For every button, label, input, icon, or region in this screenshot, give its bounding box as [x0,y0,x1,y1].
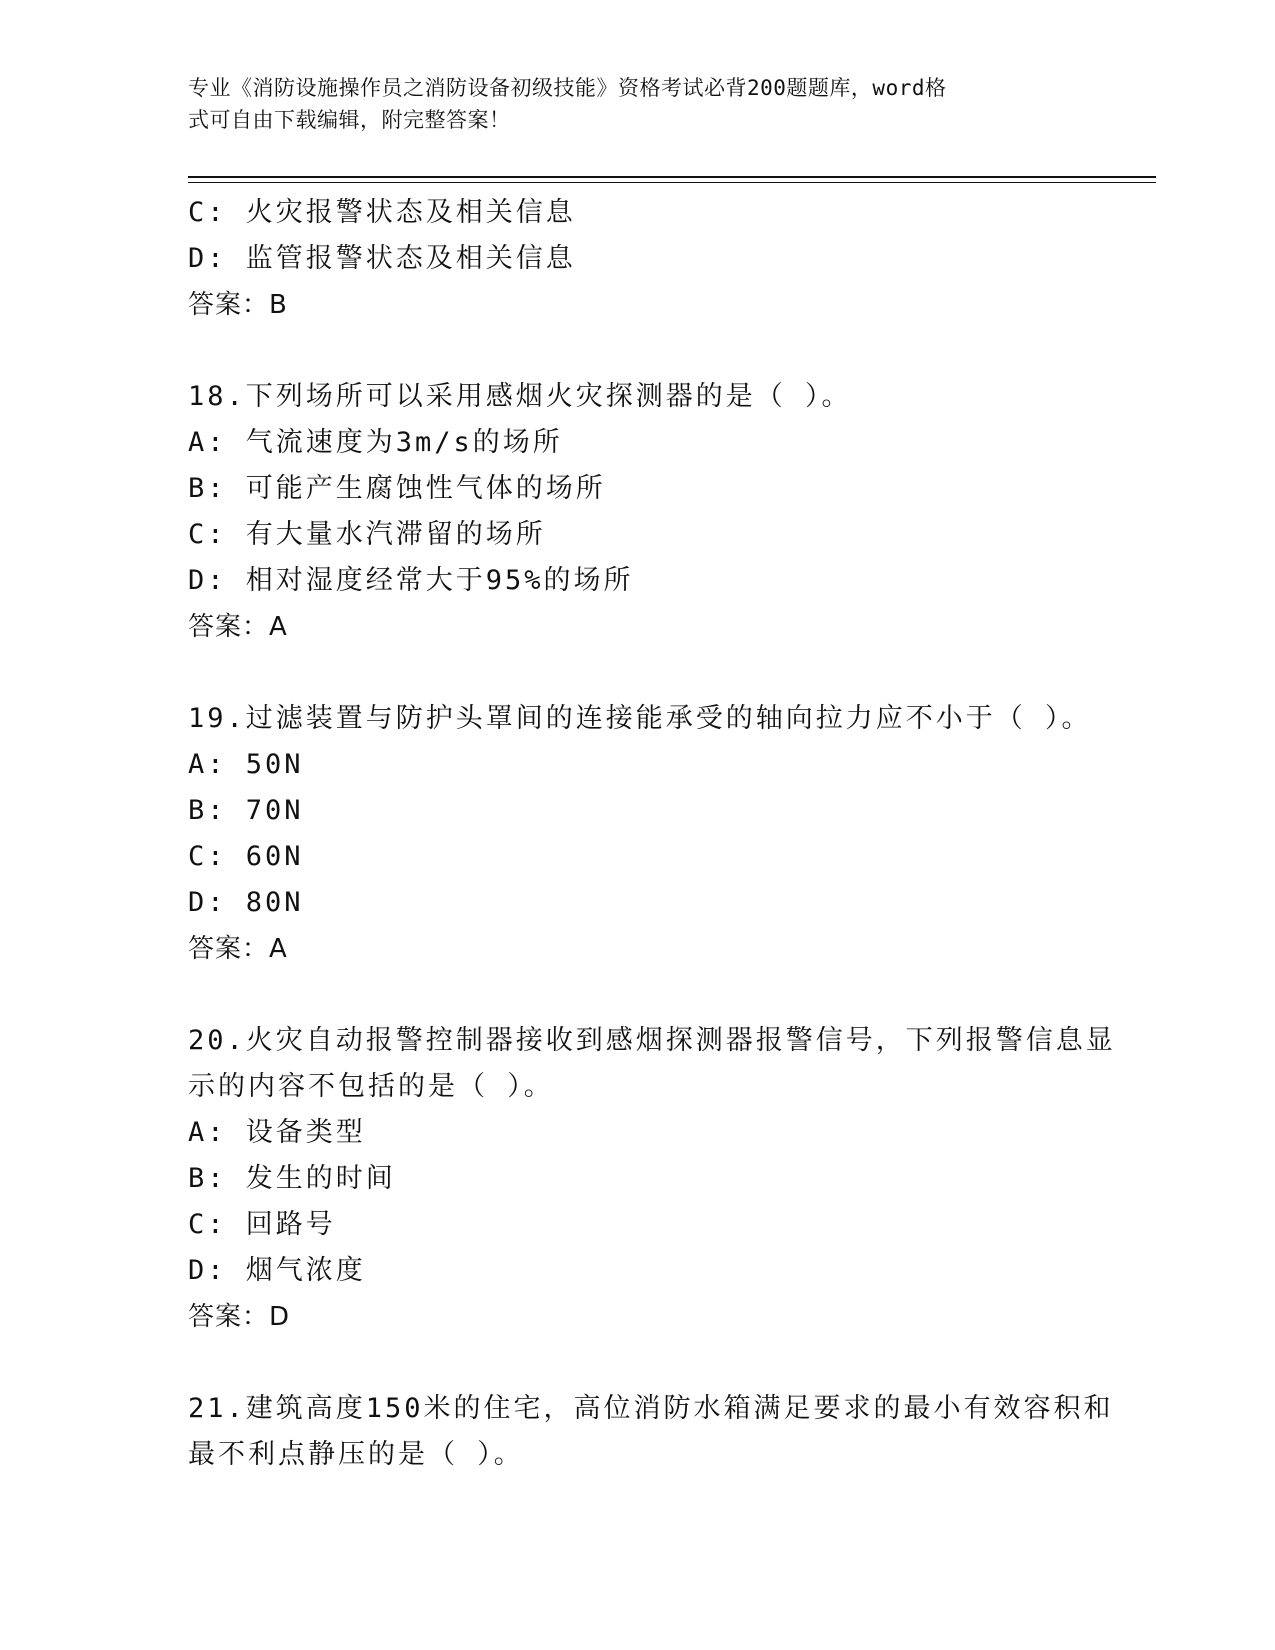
q19-question: 19.过滤装置与防护头罩间的连接能承受的轴向拉力应不小于（ ）。 [188,703,1092,734]
q18-option-b: B: 可能产生腐蚀性气体的场所 [188,473,606,504]
q19-option-d: D: 80N [188,887,304,918]
q21-question-line-1: 21.建筑高度150米的住宅，高位消防水箱满足要求的最小有效容积和 [188,1393,1114,1424]
q20-option-d: D: 烟气浓度 [188,1255,366,1286]
q20-option-c: C: 回路号 [188,1209,336,1240]
spacer [188,972,1088,1018]
q18-option-c: C: 有大量水汽滞留的场所 [188,519,546,550]
q20-option-a: A: 设备类型 [188,1117,366,1148]
q18-option-d: D: 相对湿度经常大于95%的场所 [188,565,634,596]
q20-question-line-2: 示的内容不包括的是（ ）。 [188,1071,554,1102]
q17-option-d: D: 监管报警状态及相关信息 [188,243,576,274]
q20-question-line-1: 20.火灾自动报警控制器接收到感烟探测器报警信号，下列报警信息显 [188,1025,1116,1056]
header-line-1: 专业《消防设施操作员之消防设备初级技能》资格考试必背200题题库，word格 [188,76,947,100]
q17-option-c: C: 火灾报警状态及相关信息 [188,197,576,228]
q19-option-a: A: 50N [188,749,304,780]
question-list [188,190,1116,1478]
spacer [188,1340,1088,1386]
spacer [188,650,1088,696]
spacer [188,328,1088,374]
q17-answer: 答案：B [188,290,288,320]
q19-option-c: C: 60N [188,841,304,872]
q19-option-b: B: 70N [188,795,304,826]
header-line-2: 式可自由下载编辑，附完整答案！ [188,108,511,132]
header-rule-thin [188,182,1156,183]
q21-question-line-2: 最不利点静压的是（ ）。 [188,1439,524,1470]
header-rule-thick [188,176,1156,178]
q18-question: 18.下列场所可以采用感烟火灾探测器的是（ ）。 [188,381,852,412]
q20-option-b: B: 发生的时间 [188,1163,396,1194]
document-header [188,72,1068,136]
q19-answer: 答案：A [188,934,288,964]
q20-answer: 答案：D [188,1302,291,1332]
q18-option-a: A: 气流速度为3m/s的场所 [188,427,563,458]
q18-answer: 答案：A [188,612,288,642]
